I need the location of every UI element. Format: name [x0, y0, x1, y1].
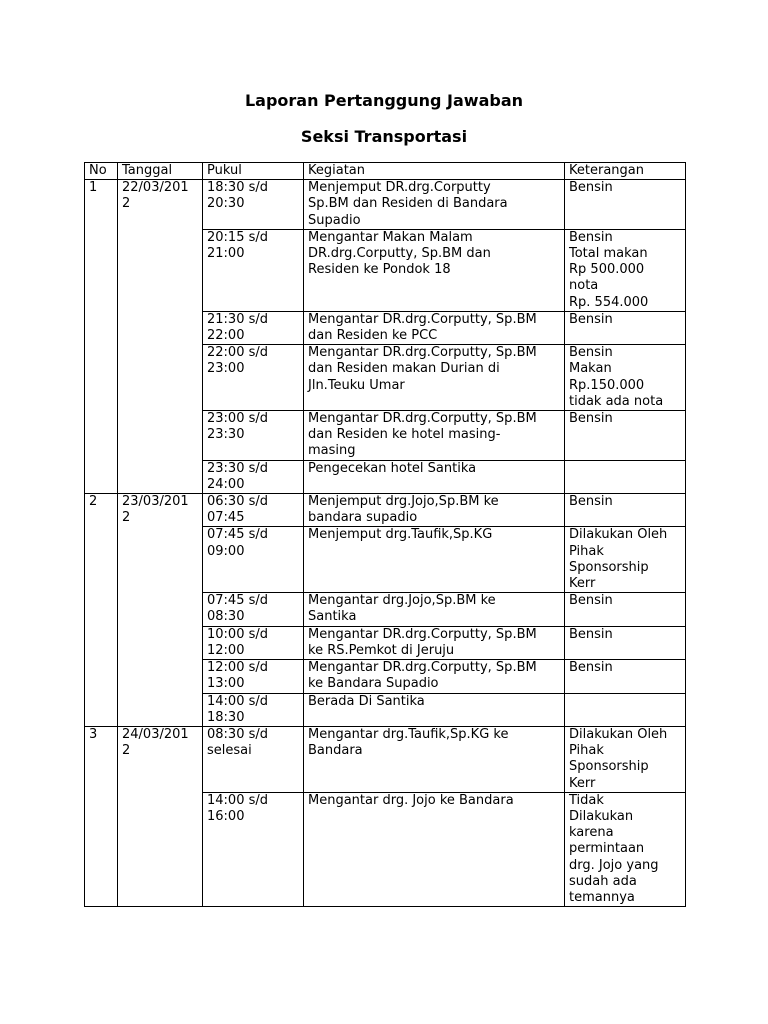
header-pukul: Pukul: [203, 163, 304, 180]
cell-tanggal-line: 22/03/201: [122, 180, 189, 196]
cell-kegiatan-line: dan Residen ke hotel masing-: [308, 427, 501, 443]
cell-pukul-line: 21:30 s/d: [207, 311, 269, 327]
cell-keterangan-line: sudah ada: [569, 873, 637, 889]
cell-keterangan: [565, 460, 686, 493]
cell-keterangan-line: Kerr: [569, 576, 596, 592]
cell-keterangan-line: Rp.150.000: [569, 377, 645, 393]
cell-kegiatan-line: Residen ke Pondok 18: [308, 262, 451, 278]
cell-keterangan-line: Kerr: [569, 775, 596, 791]
cell-kegiatan: [304, 726, 565, 792]
cell-kegiatan-line: dan Residen ke PCC: [308, 328, 438, 344]
cell-kegiatan-line: Mengantar DR.drg.Corputty, Sp.BM: [308, 626, 537, 642]
cell-kegiatan: [304, 460, 565, 493]
cell-tanggal-line: 2: [122, 743, 131, 759]
cell-kegiatan: [304, 229, 565, 311]
cell-kegiatan: [304, 411, 565, 461]
cell-pukul-line: 23:00: [207, 361, 245, 377]
cell-keterangan-line: permintaan: [569, 841, 645, 857]
cell-kegiatan-line: Pengecekan hotel Santika: [308, 460, 477, 476]
cell-pukul-line: 07:45 s/d: [207, 593, 269, 609]
cell-keterangan: [565, 494, 686, 527]
cell-pukul-line: 08:30: [207, 609, 245, 625]
cell-keterangan: [565, 527, 686, 593]
cell-keterangan-line: karena: [569, 825, 614, 841]
cell-pukul: [203, 693, 304, 726]
cell-keterangan-line: Sponsorship: [569, 559, 649, 575]
cell-pukul-line: 24:00: [207, 476, 245, 492]
cell-keterangan-line: Total makan: [569, 246, 648, 262]
cell-pukul-line: 23:30 s/d: [207, 460, 269, 476]
cell-keterangan-line: nota: [569, 278, 599, 294]
cell-keterangan: [565, 660, 686, 693]
table-row: [85, 726, 686, 792]
cell-pukul-line: 06:30 s/d: [207, 494, 269, 510]
cell-pukul-line: 10:00 s/d: [207, 626, 269, 642]
cell-tanggal-line: 23/03/201: [122, 494, 189, 510]
cell-keterangan-line: Dilakukan: [569, 808, 634, 824]
cell-keterangan: [565, 726, 686, 792]
cell-tanggal: [118, 494, 203, 727]
cell-keterangan: [565, 180, 686, 230]
cell-kegiatan: [304, 626, 565, 659]
cell-kegiatan-line: Mengantar DR.drg.Corputty, Sp.BM: [308, 311, 537, 327]
cell-tanggal-line: 2: [122, 196, 131, 212]
cell-keterangan-line: Dilakukan Oleh: [569, 527, 668, 543]
cell-keterangan: [565, 693, 686, 726]
cell-tanggal: [118, 726, 203, 906]
cell-keterangan: [565, 626, 686, 659]
cell-kegiatan-line: Mengantar drg.Taufik,Sp.KG ke: [308, 726, 509, 742]
report-table: [84, 162, 686, 907]
cell-no: 2: [85, 494, 118, 727]
cell-no: 3: [85, 726, 118, 906]
cell-pukul: [203, 460, 304, 493]
cell-pukul: [203, 411, 304, 461]
cell-keterangan-line: Bensin: [569, 494, 613, 510]
cell-kegiatan-line: Bandara: [308, 743, 363, 759]
header-keterangan: Keterangan: [565, 163, 686, 180]
cell-kegiatan-line: Supadio: [308, 212, 361, 228]
cell-keterangan: [565, 593, 686, 626]
cell-keterangan-line: Bensin: [569, 345, 613, 361]
cell-pukul-line: 20:30: [207, 196, 245, 212]
cell-keterangan-line: Bensin: [569, 411, 613, 427]
cell-pukul-line: 22:00 s/d: [207, 345, 269, 361]
cell-pukul-line: 12:00: [207, 642, 245, 658]
cell-keterangan-line: Bensin: [569, 311, 613, 327]
cell-pukul-line: 12:00 s/d: [207, 660, 269, 676]
cell-kegiatan: [304, 660, 565, 693]
cell-pukul-line: 23:00 s/d: [207, 411, 269, 427]
table-body: [85, 180, 686, 907]
cell-keterangan-line: Tidak: [569, 792, 604, 808]
cell-kegiatan-line: Menjemput drg.Taufik,Sp.KG: [308, 527, 493, 543]
cell-kegiatan-line: Mengantar drg.Jojo,Sp.BM ke: [308, 593, 496, 609]
document-title: Laporan Pertanggung Jawaban: [244, 91, 524, 110]
cell-keterangan-line: drg. Jojo yang: [569, 857, 659, 873]
cell-kegiatan-line: Mengantar drg. Jojo ke Bandara: [308, 792, 514, 808]
cell-pukul-line: selesai: [207, 743, 252, 759]
cell-pukul: [203, 180, 304, 230]
cell-keterangan-line: tidak ada nota: [569, 393, 664, 409]
header-tanggal: Tanggal: [118, 163, 203, 180]
cell-kegiatan: [304, 693, 565, 726]
cell-keterangan-line: Bensin: [569, 180, 613, 196]
cell-kegiatan: [304, 345, 565, 411]
cell-pukul-line: 23:30: [207, 427, 245, 443]
cell-pukul: [203, 345, 304, 411]
cell-kegiatan-line: Mengantar DR.drg.Corputty, Sp.BM: [308, 660, 537, 676]
cell-pukul: [203, 494, 304, 527]
cell-keterangan-line: Sponsorship: [569, 759, 649, 775]
cell-pukul-line: 16:00: [207, 808, 245, 824]
cell-kegiatan-line: ke Bandara Supadio: [308, 676, 439, 692]
cell-keterangan: [565, 345, 686, 411]
cell-pukul: [203, 626, 304, 659]
cell-kegiatan-line: ke RS.Pemkot di Jeruju: [308, 642, 455, 658]
cell-kegiatan: [304, 311, 565, 344]
table-row: [85, 180, 686, 230]
cell-kegiatan-line: masing: [308, 443, 356, 459]
cell-keterangan-line: Rp 500.000: [569, 262, 645, 278]
cell-pukul-line: 20:15 s/d: [207, 229, 269, 245]
cell-pukul-line: 13:00: [207, 676, 245, 692]
cell-keterangan: [565, 311, 686, 344]
cell-pukul: [203, 229, 304, 311]
cell-pukul-line: 14:00 s/d: [207, 693, 269, 709]
cell-keterangan-line: Bensin: [569, 660, 613, 676]
cell-keterangan-line: Makan: [569, 361, 612, 377]
cell-pukul: [203, 311, 304, 344]
cell-kegiatan: [304, 494, 565, 527]
cell-kegiatan-line: Jln.Teuku Umar: [308, 377, 405, 393]
cell-keterangan-line: temannya: [569, 889, 635, 905]
cell-keterangan: [565, 411, 686, 461]
cell-pukul-line: 14:00 s/d: [207, 792, 269, 808]
cell-kegiatan-line: Menjemput DR.drg.Corputty: [308, 180, 491, 196]
cell-kegiatan: [304, 527, 565, 593]
cell-pukul-line: 07:45: [207, 510, 245, 526]
cell-kegiatan-line: Mengantar DR.drg.Corputty, Sp.BM: [308, 345, 537, 361]
cell-tanggal: [118, 180, 203, 494]
cell-pukul: [203, 660, 304, 693]
cell-kegiatan-line: Berada Di Santika: [308, 693, 425, 709]
cell-kegiatan: [304, 593, 565, 626]
cell-kegiatan-line: Santika: [308, 609, 357, 625]
cell-pukul: [203, 792, 304, 906]
header-no: No: [85, 163, 118, 180]
cell-pukul: [203, 593, 304, 626]
cell-keterangan-line: Bensin: [569, 593, 613, 609]
cell-kegiatan-line: Mengantar DR.drg.Corputty, Sp.BM: [308, 411, 537, 427]
cell-pukul-line: 08:30 s/d: [207, 726, 269, 742]
cell-pukul-line: 09:00: [207, 543, 245, 559]
cell-pukul-line: 18:30 s/d: [207, 180, 269, 196]
cell-tanggal-line: 24/03/201: [122, 726, 189, 742]
cell-pukul: [203, 527, 304, 593]
header-kegiatan: Kegiatan: [304, 163, 565, 180]
cell-keterangan-line: Pihak: [569, 543, 604, 559]
cell-pukul: [203, 726, 304, 792]
cell-keterangan-line: Bensin: [569, 626, 613, 642]
table-row: [85, 494, 686, 527]
cell-kegiatan-line: Mengantar Makan Malam: [308, 229, 473, 245]
cell-keterangan-line: Bensin: [569, 229, 613, 245]
document-subtitle: Seksi Transportasi: [300, 127, 468, 146]
cell-kegiatan-line: Sp.BM dan Residen di Bandara: [308, 196, 508, 212]
cell-kegiatan: [304, 180, 565, 230]
cell-kegiatan-line: bandara supadio: [308, 510, 418, 526]
cell-pukul-line: 07:45 s/d: [207, 527, 269, 543]
cell-tanggal-line: 2: [122, 510, 131, 526]
cell-keterangan-line: Dilakukan Oleh: [569, 726, 668, 742]
cell-pukul-line: 22:00: [207, 328, 245, 344]
cell-kegiatan-line: Menjemput drg.Jojo,Sp.BM ke: [308, 494, 499, 510]
cell-kegiatan-line: DR.drg.Corputty, Sp.BM dan: [308, 246, 491, 262]
cell-pukul-line: 21:00: [207, 246, 245, 262]
cell-kegiatan: [304, 792, 565, 906]
cell-no: 1: [85, 180, 118, 494]
table-header-row: [85, 163, 686, 180]
cell-keterangan: [565, 229, 686, 311]
cell-pukul-line: 18:30: [207, 709, 245, 725]
cell-keterangan: [565, 792, 686, 906]
cell-keterangan-line: Pihak: [569, 743, 604, 759]
cell-keterangan-line: Rp. 554.000: [569, 294, 649, 310]
cell-kegiatan-line: dan Residen makan Durian di: [308, 361, 500, 377]
